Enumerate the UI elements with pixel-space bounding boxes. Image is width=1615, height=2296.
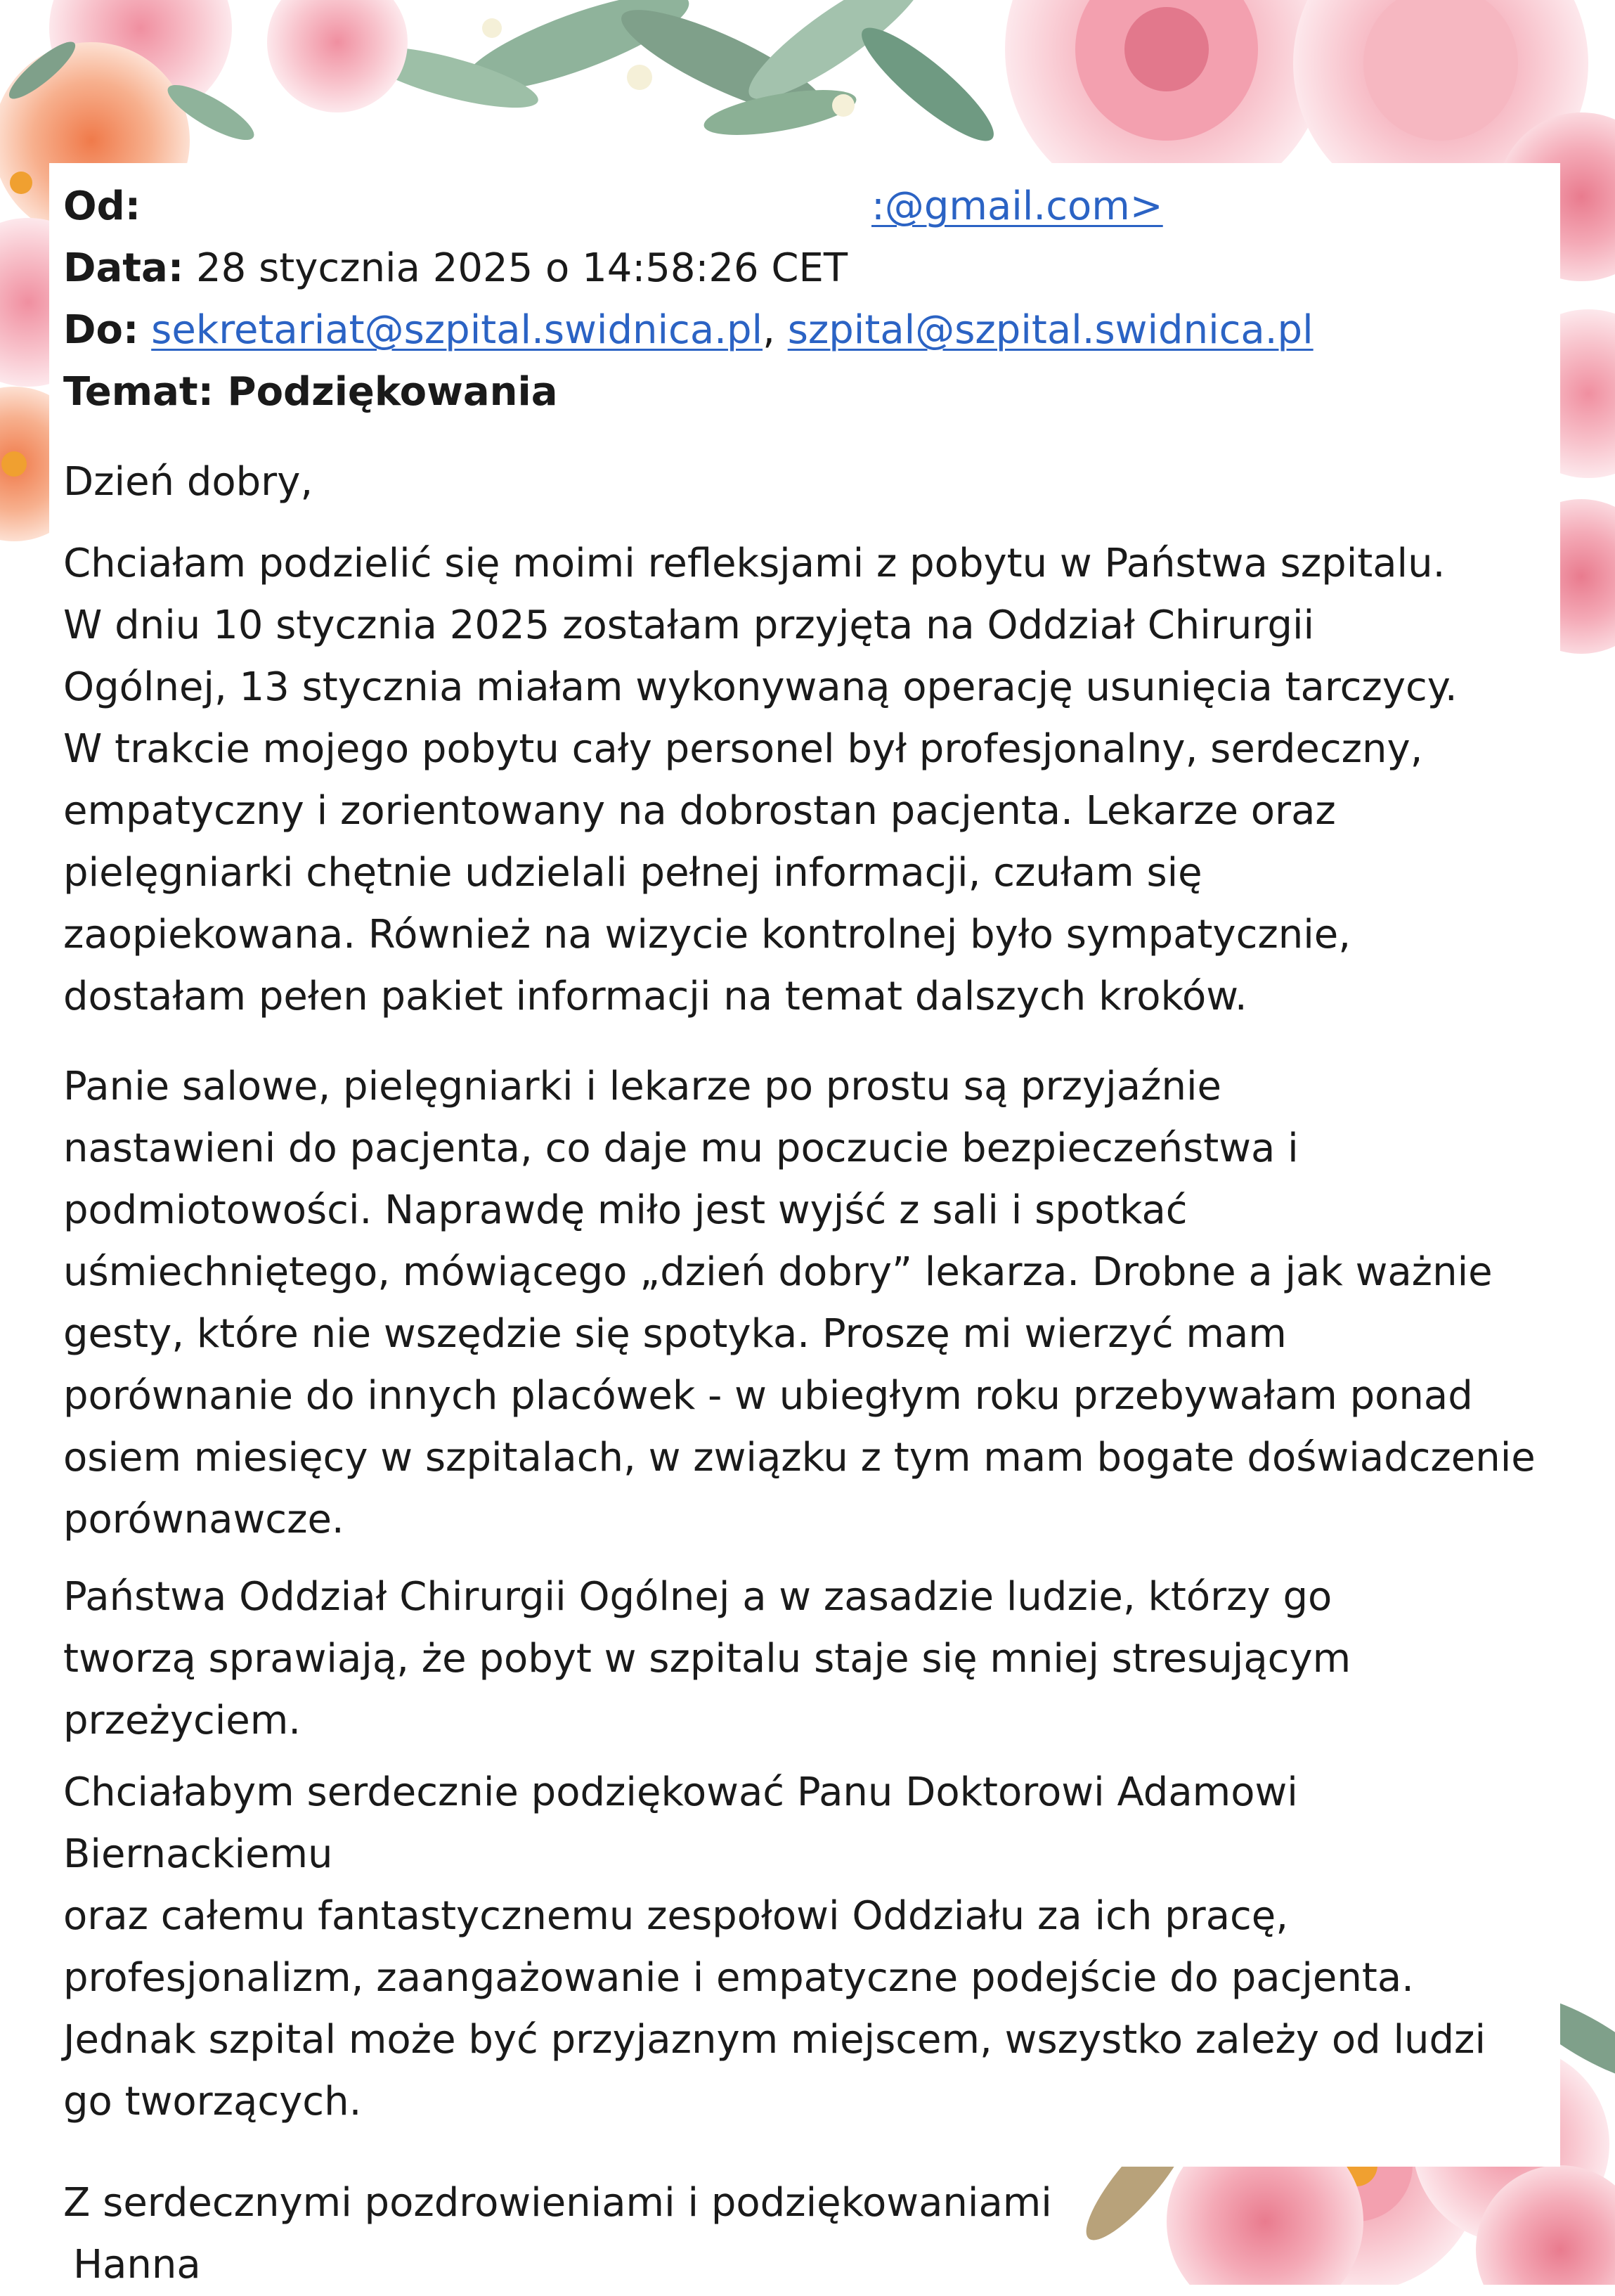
from-label: Od: bbox=[63, 183, 141, 229]
leaf-cluster-top bbox=[356, 0, 1006, 155]
subject-line: Temat: Podziękowania bbox=[63, 369, 558, 415]
to-separator: , bbox=[763, 307, 775, 353]
email-header bbox=[63, 176, 1553, 423]
to-email-link-2[interactable]: szpital@szpital.swidnica.pl bbox=[787, 307, 1314, 353]
email-content bbox=[63, 176, 1553, 2296]
paragraph-5: Państwa Oddział Chirurgii Ogólnej a w zasadzie ludzie, którzy go tworzą sprawiają, że pobyt w szpitalu staje się mniej stresującym przeżyciem. bbox=[63, 1574, 1351, 1743]
paragraph-2: W dniu 10 stycznia 2025 zostałam przyjęta na Oddział Chirurgii Ogólnej, 13 stycznia miałam wykonywaną operację usunięcia tarczycy. bbox=[63, 602, 1458, 710]
to-email-link-1[interactable]: sekretariat@szpital.swidnica.pl bbox=[151, 307, 763, 353]
signature: Hanna bbox=[73, 2242, 201, 2288]
date-line bbox=[63, 238, 1553, 299]
paragraph-1: Chciałam podzielić się moimi refleksjami z pobytu w Państwa szpitalu. bbox=[63, 541, 1446, 586]
email-card bbox=[49, 163, 1560, 2288]
paragraph-3: W trakcie mojego pobytu cały personel był profesjonalny, serdeczny, empatyczny i zorientowany na dobrostan pacjenta. Lekarze oraz pielęgniarki chętnie udzielali pełnej informacji, czułam się zaopiekowana. Również na wizycie kontrolnej było sympatycznie, dostałam pełen pakiet informacji na temat dalszych kroków. bbox=[63, 726, 1423, 1019]
closing: Z serdecznymi pozdrowieniami i podziękowaniami bbox=[63, 2180, 1052, 2226]
paragraph-6: Chciałabym serdecznie podziękować Panu Doktorowi Adamowi Biernackiemu oraz całemu fantastycznemu zespołowi Oddziału za ich pracę, profesjonalizm, zaangażowanie i empatyczne podejście do pacjenta. Jednak szpital może być przyjaznym miejscem, wszystko zależy od ludzi go tworzących. bbox=[63, 1769, 1486, 2124]
date-label: Data: bbox=[63, 245, 184, 291]
paragraph-4: Panie salowe, pielęgniarki i lekarze po prostu są przyjaźnie nastawieni do pacjenta, co daje mu poczucie bezpieczeństwa i podmiotowości. Naprawdę miło jest wyjść z sali i spotkać uśmiechniętego, mówiącego „dzień dobry” lekarza. Drobne a jak ważnie gesty, które nie wszędzie się spotyka. Proszę mi wierzyć mam porównanie do innych placówek - w ubiegłym roku przebywałam ponad osiem miesięcy w szpitalach, w związku z tym mam bogate doświadczenie porównawcze. bbox=[63, 1064, 1536, 1542]
from-line bbox=[63, 176, 1553, 238]
to-line bbox=[63, 299, 1553, 361]
greeting: Dzień dobry, bbox=[63, 459, 313, 505]
to-label: Do: bbox=[63, 307, 139, 353]
date-value: 28 stycznia 2025 o 14:58:26 CET bbox=[196, 245, 848, 291]
from-email-link[interactable]: :@gmail.com> bbox=[871, 183, 1163, 229]
